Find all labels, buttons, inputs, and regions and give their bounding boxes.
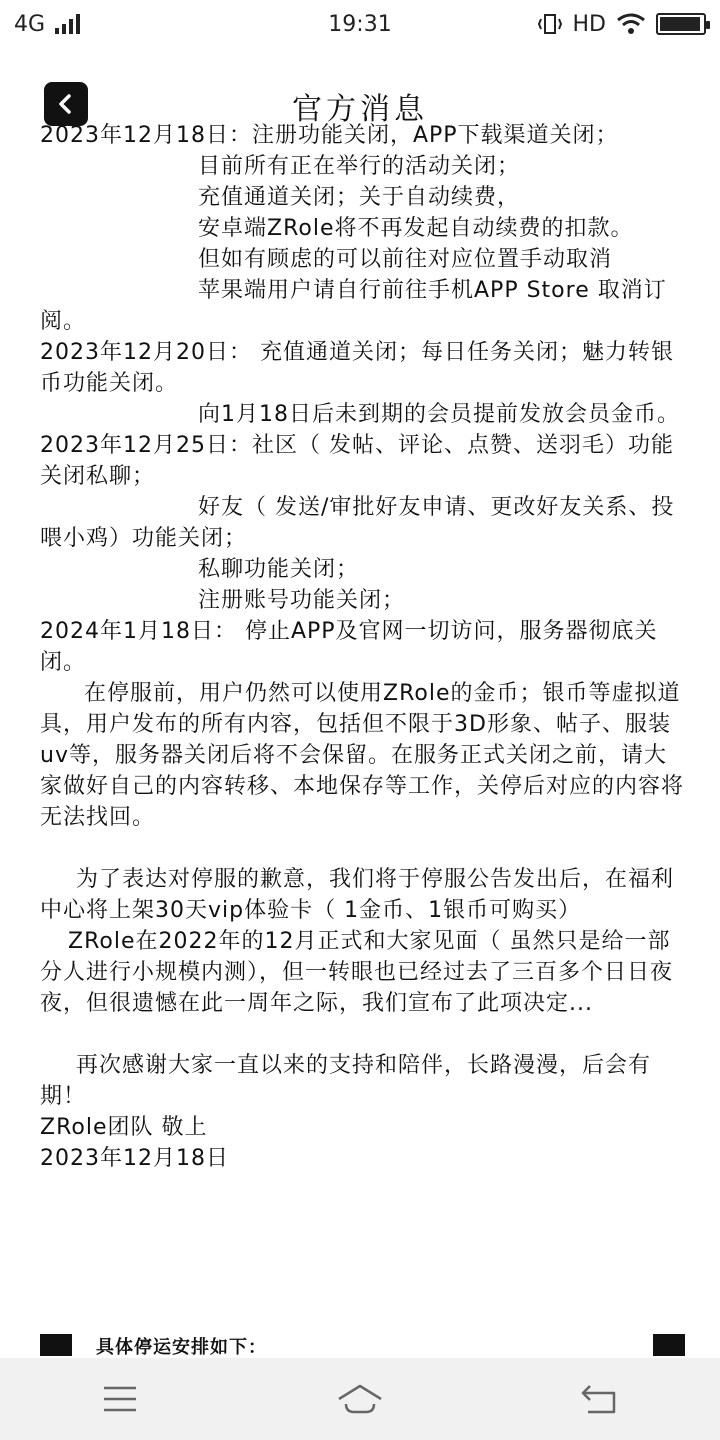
- article-date: 2023年12月18日: [40, 1146, 229, 1171]
- battery-icon: [656, 13, 706, 35]
- return-button[interactable]: [560, 1369, 640, 1429]
- spacer: [40, 1019, 685, 1050]
- spacer: [40, 833, 685, 864]
- article-line: 2023年12月20日： 充值通道关闭；每日任务关闭；魅力转银币功能关闭。: [40, 340, 674, 396]
- status-right: [537, 12, 706, 37]
- signature: ZRole团队 敬上: [40, 1115, 208, 1140]
- article-line: 充值通道关闭；关于自动续费，: [198, 185, 521, 210]
- article-paragraph: 在停服前，用户仍然可以使用ZRole的金币；银币等虚拟道具，用户发布的所有内容，包括但不限于3D形象、帖子、服装uv等，服务器关闭后将不会保留。在服务正式关闭之前，请大家做好自己的内容转移、本地保存等工作，关停后对应的内容将无法找回。: [40, 681, 685, 830]
- article-paragraph: 为了表达对停服的歉意，我们将于停服公告发出后，在福利中心将上架30天vip体验卡（ 1金币、1银币可购买）: [40, 867, 675, 923]
- clipped-line: 2023年12月18日：注册功能关闭，APP下载渠道关闭；: [40, 123, 619, 148]
- status-bar: [0, 0, 720, 48]
- battery-level: [660, 17, 700, 31]
- article-content: [40, 123, 685, 1358]
- article-line: 向1月18日后未到期的会员提前发放会员金币。: [198, 402, 680, 427]
- page-title: 官方消息: [292, 92, 428, 127]
- hd-indicator: HD: [572, 11, 606, 37]
- article-line: 注册账号功能关闭；: [198, 588, 406, 613]
- article-line: 好友（ 发送/审批好友申请、更改好友关系、投喂小鸡）功能关闭；: [40, 495, 675, 551]
- banner-text: 具体停运安排如下：: [96, 1337, 267, 1358]
- article-line: 但如有顾虑的可以前往对应位置手动取消: [198, 247, 613, 272]
- article-paragraph: 再次感谢大家一直以来的支持和陪伴，长路漫漫，后会有期！: [40, 1053, 652, 1109]
- article-line: 2023年12月25日：社区（ 发帖、评论、点赞、送羽毛）功能关闭私聊；: [40, 433, 674, 489]
- signal-icon: [55, 14, 80, 34]
- article-line: 私聊功能关闭；: [198, 557, 360, 582]
- menu-icon: [102, 1385, 138, 1413]
- navigation-bar: [0, 1358, 720, 1440]
- menu-button[interactable]: [80, 1369, 160, 1429]
- status-left: [14, 12, 80, 37]
- home-icon: [336, 1383, 384, 1415]
- return-icon: [580, 1383, 620, 1415]
- wifi-icon: [616, 13, 646, 35]
- vibrate-icon: [537, 13, 563, 35]
- article-line: 安卓端ZRole将不再发起自动续费的扣款。: [198, 216, 634, 241]
- article-line: 目前所有正在举行的活动关闭；: [198, 154, 521, 179]
- schedule-banner: [40, 1332, 685, 1358]
- home-button[interactable]: [320, 1369, 400, 1429]
- article-line: 2024年1月18日： 停止APP及官网一切访问，服务器彻底关闭。: [40, 619, 658, 675]
- status-time: 19:31: [328, 11, 392, 37]
- article-line: 苹果端用户请自行前往手机APP Store 取消订阅。: [40, 278, 667, 334]
- banner-block-right: [653, 1334, 685, 1356]
- banner-block-left: [40, 1334, 72, 1356]
- article-paragraph: ZRole在2022年的12月正式和大家见面（ 虽然只是给一部分人进行小规模内测），但一转眼也已经过去了三百多个日日夜夜，但很遗憾在此一周年之际，我们宣布了此项决定...: [40, 929, 674, 1016]
- network-type: 4G: [14, 11, 46, 37]
